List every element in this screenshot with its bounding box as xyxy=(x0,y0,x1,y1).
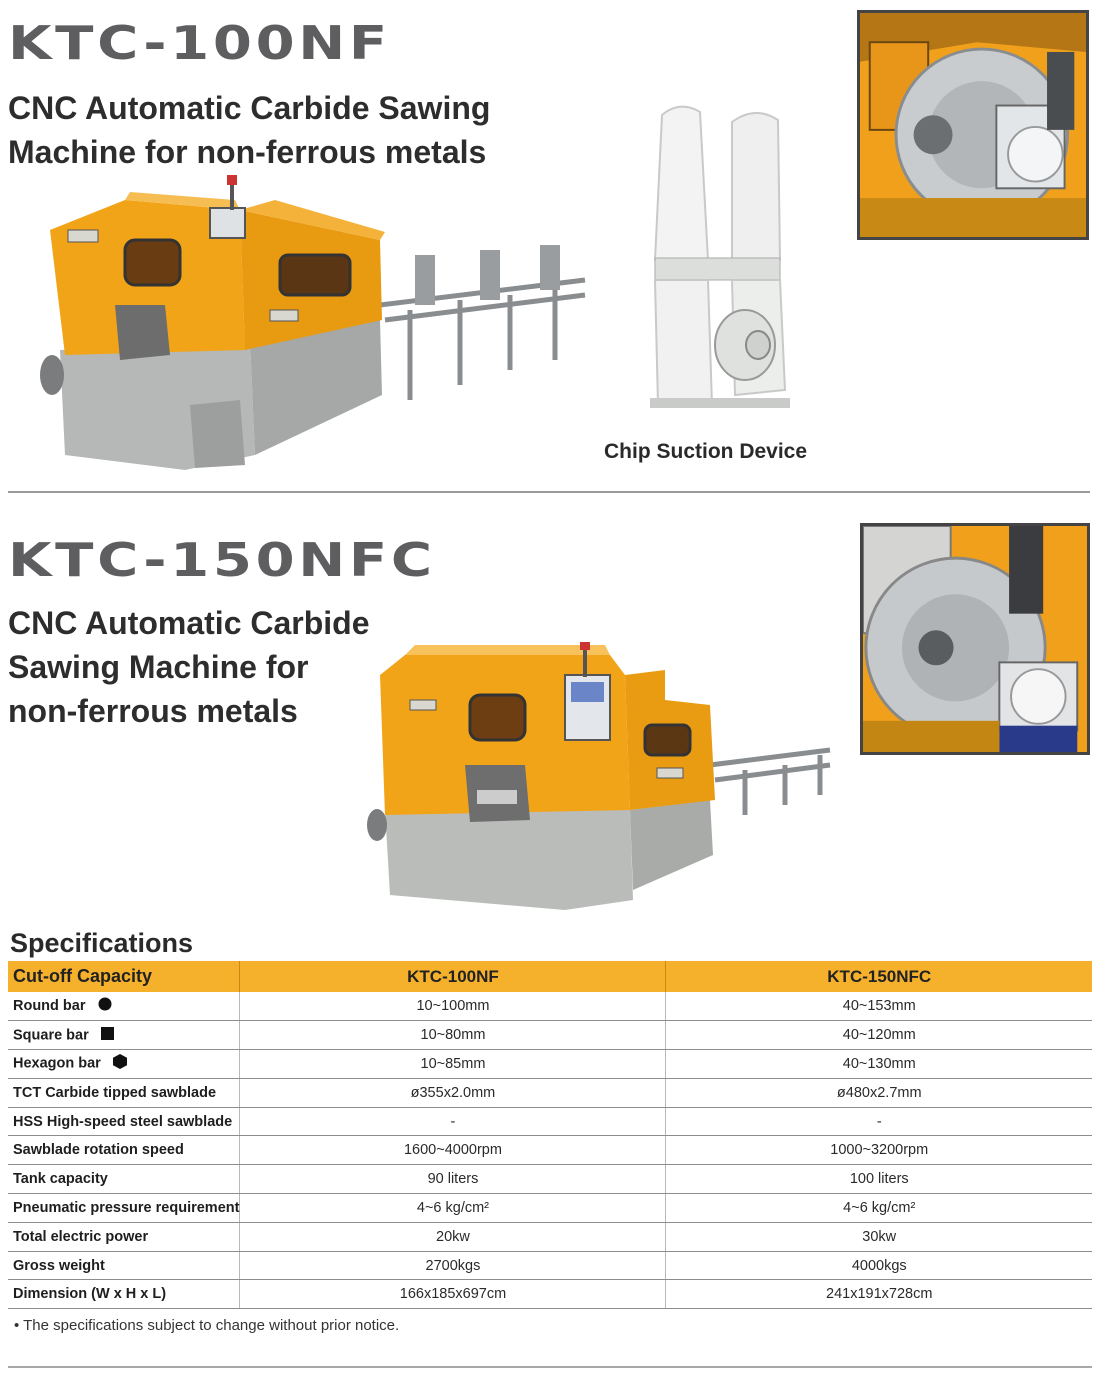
table-row xyxy=(8,1050,1092,1079)
chip-suction-caption: Chip Suction Device xyxy=(604,440,808,463)
cell-ktc-100nf: 10~85mm xyxy=(240,1050,666,1079)
header-cut-off-capacity: Cut-off Capacity xyxy=(8,961,240,992)
row-label-text: Round bar xyxy=(13,997,86,1014)
row-label-text: Hexagon bar xyxy=(13,1055,101,1072)
table-row xyxy=(8,992,1092,1021)
header-ktc-100nf: KTC-100NF xyxy=(240,961,666,992)
product1-subtitle-line1: CNC Automatic Carbide Sawing xyxy=(8,90,491,126)
cell-ktc-100nf: ø355x2.0mm xyxy=(240,1078,666,1107)
cell-ktc-100nf: 2700kgs xyxy=(240,1251,666,1280)
row-label: TCT Carbide tipped sawblade xyxy=(8,1078,240,1107)
model-title-ktc-100nf: KTC-100NF xyxy=(8,16,391,70)
table-row xyxy=(8,1165,1092,1194)
row-label: Dimension (W x H x L) xyxy=(8,1280,240,1309)
cell-ktc-150nfc: 4000kgs xyxy=(666,1251,1092,1280)
specifications-table xyxy=(8,961,1092,1309)
table-row xyxy=(8,1021,1092,1050)
cell-ktc-150nfc: ø480x2.7mm xyxy=(666,1078,1092,1107)
hexagon-icon xyxy=(113,1054,127,1073)
cell-ktc-150nfc: - xyxy=(666,1107,1092,1136)
row-label: Total electric power xyxy=(8,1222,240,1251)
row-label: HSS High-speed steel sawblade xyxy=(8,1107,240,1136)
cell-ktc-100nf: 20kw xyxy=(240,1222,666,1251)
row-label xyxy=(8,1050,240,1079)
row-label xyxy=(8,1021,240,1050)
table-row xyxy=(8,1078,1092,1107)
specifications-footnote: • The specifications subject to change without prior notice. xyxy=(14,1317,400,1334)
cell-ktc-100nf: 4~6 kg/cm² xyxy=(240,1194,666,1223)
model-title-ktc-150nfc: KTC-150NFC xyxy=(8,533,436,587)
cell-ktc-100nf: - xyxy=(240,1107,666,1136)
section-divider xyxy=(8,491,1090,493)
product2-subtitle-line1: CNC Automatic Carbide xyxy=(8,605,370,641)
row-label: Pneumatic pressure requirement xyxy=(8,1194,240,1223)
row-label: Tank capacity xyxy=(8,1165,240,1194)
cell-ktc-150nfc: 241x191x728cm xyxy=(666,1280,1092,1309)
table-row xyxy=(8,1107,1092,1136)
ktc-100nf-machine-photo xyxy=(30,170,590,475)
cell-ktc-150nfc: 30kw xyxy=(666,1222,1092,1251)
cell-ktc-100nf: 90 liters xyxy=(240,1165,666,1194)
cell-ktc-100nf: 10~100mm xyxy=(240,992,666,1021)
table-row xyxy=(8,1136,1092,1165)
cell-ktc-100nf: 166x185x697cm xyxy=(240,1280,666,1309)
cell-ktc-150nfc: 4~6 kg/cm² xyxy=(666,1194,1092,1223)
product1-subtitle-line2: Machine for non-ferrous metals xyxy=(8,134,487,171)
header-ktc-150nfc: KTC-150NFC xyxy=(666,961,1092,992)
bottom-divider xyxy=(8,1366,1092,1368)
row-label xyxy=(8,992,240,1021)
table-row xyxy=(8,1251,1092,1280)
table-header-row xyxy=(8,961,1092,992)
ktc-150nfc-saw-detail-photo xyxy=(860,523,1090,755)
row-label: Gross weight xyxy=(8,1251,240,1280)
cell-ktc-150nfc: 40~120mm xyxy=(666,1021,1092,1050)
cell-ktc-100nf: 1600~4000rpm xyxy=(240,1136,666,1165)
ktc-150nfc-machine-photo xyxy=(365,640,835,915)
cell-ktc-150nfc: 100 liters xyxy=(666,1165,1092,1194)
product1-subtitle xyxy=(8,86,490,174)
cell-ktc-150nfc: 1000~3200rpm xyxy=(666,1136,1092,1165)
table-row xyxy=(8,1222,1092,1251)
specifications-heading: Specifications xyxy=(10,928,194,958)
table-row xyxy=(8,1280,1092,1309)
table-row xyxy=(8,1194,1092,1223)
row-label-text: Square bar xyxy=(13,1027,89,1044)
circle-icon xyxy=(98,997,112,1015)
cell-ktc-100nf: 10~80mm xyxy=(240,1021,666,1050)
ktc-100nf-saw-detail-photo xyxy=(857,10,1089,240)
chip-suction-device-photo xyxy=(640,100,800,415)
cell-ktc-150nfc: 40~130mm xyxy=(666,1050,1092,1079)
product2-subtitle-line3: non-ferrous metals xyxy=(8,693,298,730)
cell-ktc-150nfc: 40~153mm xyxy=(666,992,1092,1021)
square-icon xyxy=(101,1027,114,1044)
product2-subtitle xyxy=(8,601,370,733)
product2-subtitle-line2: Sawing Machine for xyxy=(8,649,309,686)
row-label: Sawblade rotation speed xyxy=(8,1136,240,1165)
